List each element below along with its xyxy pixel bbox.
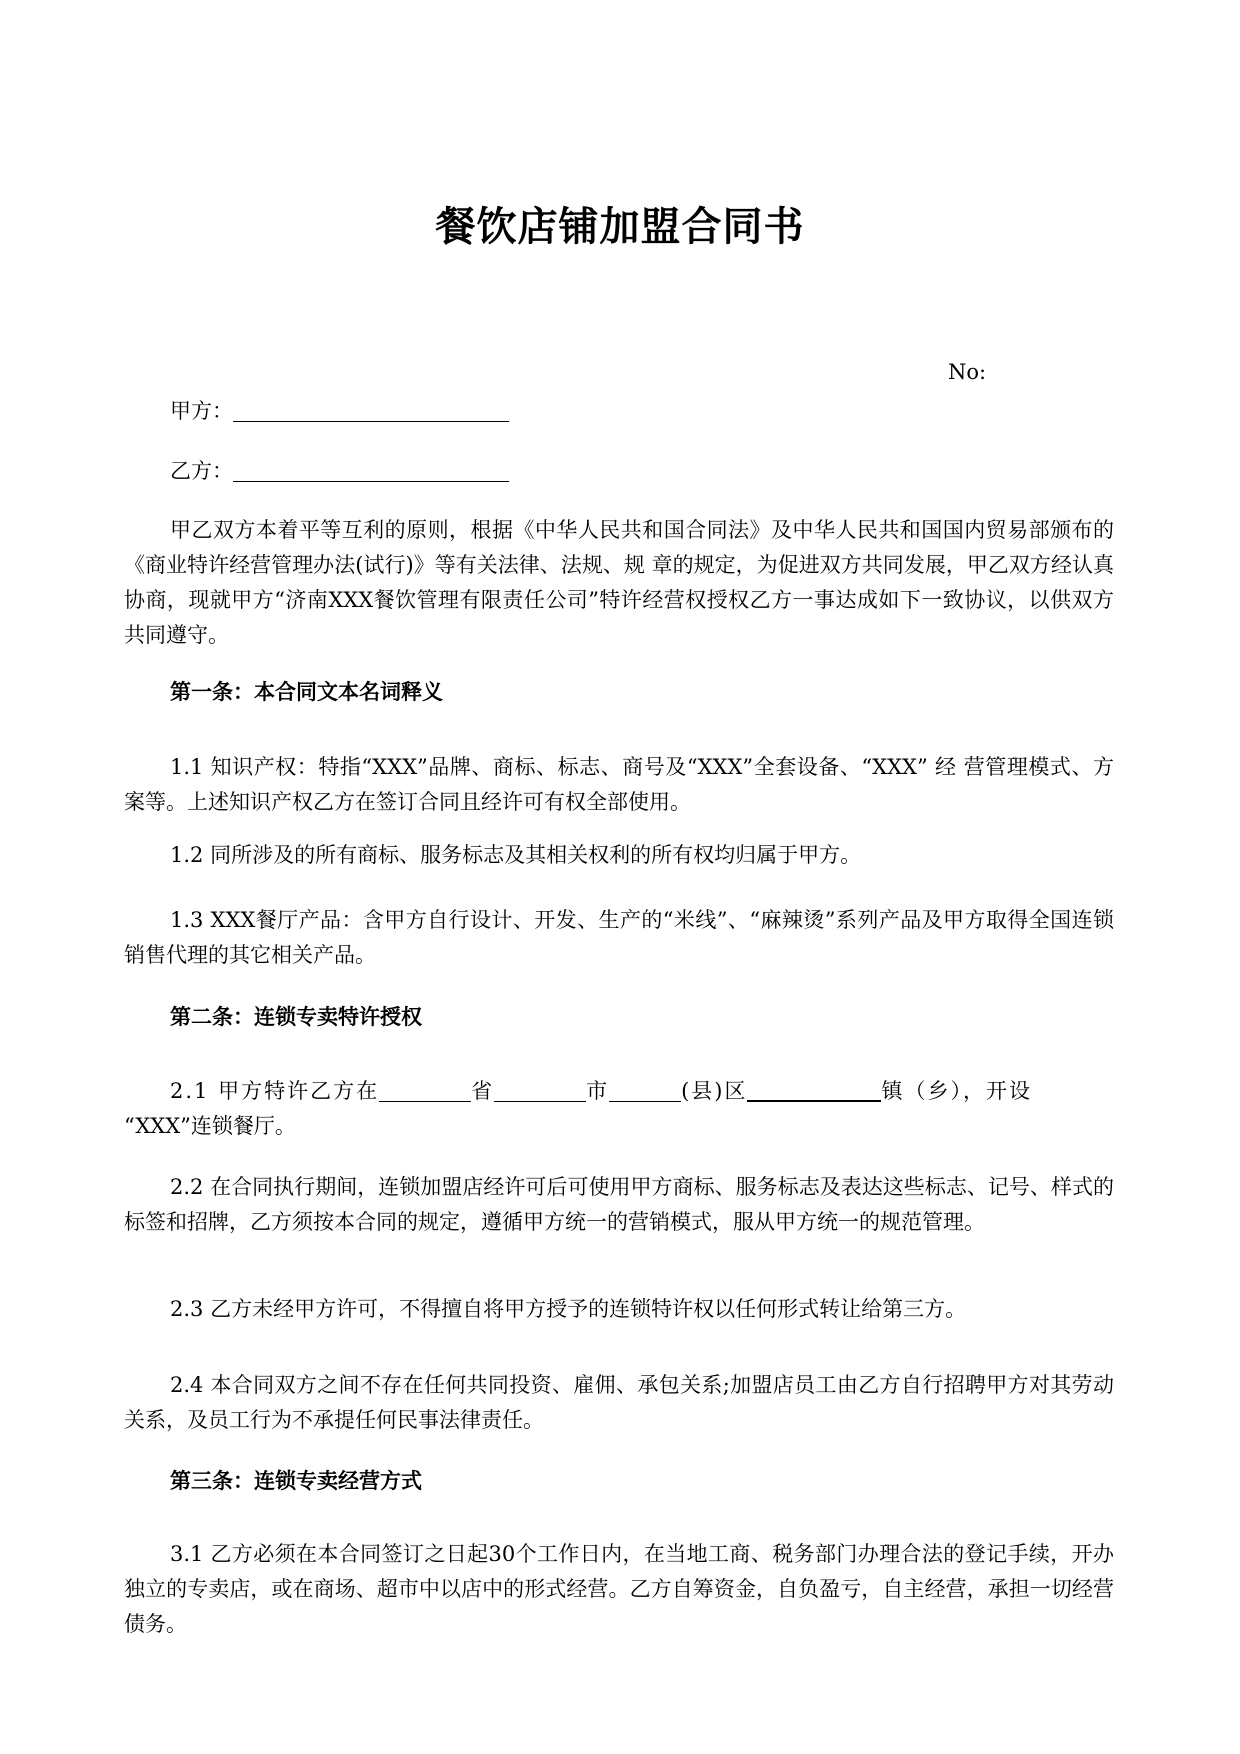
clause-2-2: 2.2 在合同执行期间，连锁加盟店经许可后可使用甲方商标、服务标志及表达这些标志、记号、样式的标签和招牌，乙方须按本合同的规定，遵循甲方统一的营销模式，服从甲方统一的规范管理。 [124,1175,1114,1234]
clause-3-1: 3.1 乙方必须在本合同签订之日起30个工作日内，在当地工商、税务部门办理合法的登记手续，开办独立的专卖店，或在商场、超市中以店中的形式经营。乙方自筹资金，自负盈亏，自主经营，承担一切经营债务。 [124,1542,1114,1636]
party-a-label: 甲方： [170,399,233,423]
party-b-blank [233,459,509,482]
contract-number-label: No: [948,360,987,384]
clause-1-1: 1.1 知识产权：特指“XXX”品牌、商标、标志、商号及“XXX”全套设备、“XXX” 经 营管理模式、方案等。上述知识产权乙方在签订合同且经许可有权全部使用。 [124,755,1114,814]
party-a-blank [233,399,509,422]
party-a-row [170,395,509,425]
city-blank [494,1079,586,1102]
town-blank [747,1078,881,1102]
clause-2-1 [124,1074,1114,1109]
county-blank [609,1079,681,1102]
party-b-label: 乙方： [170,459,233,483]
clause-2-1-county: (县)区 [681,1079,748,1103]
intro-paragraph: 甲乙双方本着平等互利的原则，根据《中华人民共和国合同法》及中华人民共和国国内贸易部颁布的《商业特许经营管理办法(试行)》等有关法律、法规、规 章的规定，为促进双方共同发展，甲乙双方经认真协商，现就甲方“济南XXX餐饮管理有限责任公司”特许经营权授权乙方一事达成如下一致协议，以供双方共同遵守。 [124,518,1114,647]
clause-2-1-city: 市 [586,1079,610,1103]
clause-2-4: 2.4 本合同双方之间不存在任何共同投资、雇佣、承包关系;加盟店员工由乙方自行招聘甲方对其劳动关系，及员工行为不承提任何民事法律责任。 [124,1373,1114,1432]
party-b-row [170,455,509,485]
article-1-heading: 第一条：本合同文本名词释义 [170,680,443,704]
province-blank [379,1079,471,1102]
document-title: 餐饮店铺加盟合同书 [435,204,805,250]
clause-2-1-text-a: 2.1 甲方特许乙方在 [170,1079,380,1103]
clause-2-1-town: 镇（乡），开设 [881,1079,1032,1103]
clause-1-3: 1.3 XXX餐厅产品：含甲方自行设计、开发、生产的“米线”、“麻辣烫”系列产品及甲方取得全国连锁销售代理的其它相关产品。 [124,908,1114,967]
clause-1-2: 1.2 同所涉及的所有商标、服务标志及其相关权利的所有权均归属于甲方。 [170,843,862,867]
clause-2-1-cont: “XXX”连锁餐厅。 [124,1114,296,1138]
clause-2-3: 2.3 乙方未经甲方许可，不得擅自将甲方授予的连锁特许权以任何形式转让给第三方。 [170,1297,967,1321]
article-3-heading: 第三条：连锁专卖经营方式 [170,1469,422,1493]
article-2-heading: 第二条：连锁专卖特许授权 [170,1005,422,1029]
clause-2-1-province: 省 [471,1079,495,1103]
